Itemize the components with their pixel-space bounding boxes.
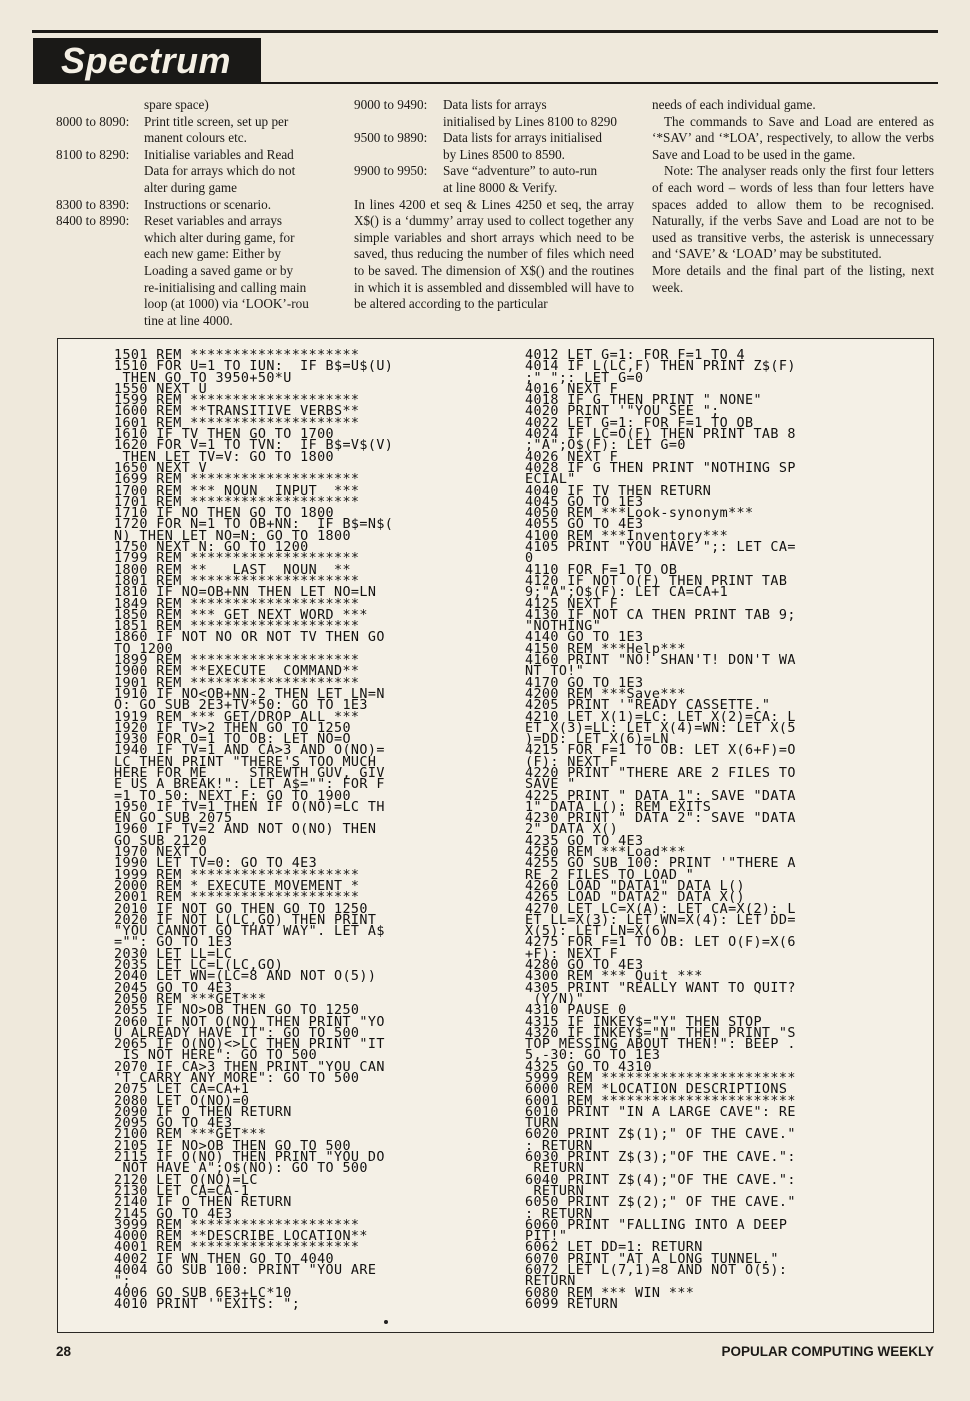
line-range-description: Loading a saved game or by bbox=[144, 262, 294, 278]
line-range-label bbox=[56, 180, 144, 197]
line-range-label bbox=[56, 130, 144, 147]
line-range-description: manent colours etc. bbox=[144, 130, 247, 146]
text-column-3 bbox=[652, 97, 934, 296]
listing-right-column: 4012 LET G=1: FOR F=1 TO 4 4014 IF L(LC,F) THEN PRINT Z$(F) ;" ";: LET G=0 4016 NEXT F 4018 IF G THEN PRINT " NONE" 4020 PRINT '"YOU SEE "; 4022 LET G=1: FOR F=1 TO OB 4024 IF LC=O(F) THEN PRINT TAB 8 ;"A";O$(F): LET G=0 4026 NEXT F 4028 IF G THEN PRINT "NOTHING SP ECIAL" 4040 IF TV THEN RETURN 4045 GO TO 1E3 4050 REM ***Look-synonym*** 4055 GO TO 4E3 4100 REM ***Inventory*** 4105 PRINT "YOU HAVE ";: LET CA= 0 4110 FOR F=1 TO OB 4120 IF NOT O(F) THEN PRINT TAB 9;"A";O$(F): LET CA=CA+1 4125 NEXT F 4130 IF NOT CA THEN PRINT TAB 9; "NOTHING" 4140 GO TO 1E3 4150 REM ***Help*** 4160 PRINT "NO! SHAN'T! DON'T WA NT TO!" 4170 GO TO 1E3 4200 REM ***Save*** 4205 PRINT '"READY CASSETTE." 4210 LET X(1)=LC: LET X(2)=CA: L ET X(3)=LL: LET X(4)=WN: LET X(5 )=DD: LET X(6)=LN 4215 FOR F=1 TO OB: LET X(6+F)=O (F): NEXT F 4220 PRINT "THERE ARE 2 FILES TO SAVE " 4225 PRINT " DATA 1": SAVE "DATA 1" DATA L(): REM EXITS 4230 PRINT " DATA 2": SAVE "DATA 2" DATA X() 4235 GO TO 4E3 4250 REM ***Load*** 4255 GO SUB 100: PRINT '"THERE A RE 2 FILES TO LOAD " 4260 LOAD "DATA1" DATA L() 4265 LOAD "DATA2" DATA X() 4270 LET LC=X(A): LET CA=X(2): L ET LL=X(3): LET WN=X(4): LET DD= X(5): LET LN=X(6) 4275 FOR F=1 TO OB: LET O(F)=X(6 +F): NEXT F 4280 GO TO 4E3 4300 REM *** Quit *** 4305 PRINT "REALLY WANT TO QUIT? (Y/N)" 4310 PAUSE 0 4315 IF INKEY$="Y" THEN STOP 4320 IF INKEY$="N" THEN PRINT "S TOP MESSING ABOUT THEN!": BEEP . 5,-30: GO TO 1E3 4325 GO TO 4310 5999 REM *********************** 6000 REM *LOCATION DESCRIPTIONS 6001 REM *********************** 6010 PRINT "IN A LARGE CAVE": RE TURN 6020 PRINT Z$(1);" OF THE CAVE." : RETURN 6030 PRINT Z$(3);"OF THE CAVE.": RETURN 6040 PRINT Z$(4);"OF THE CAVE.": RETURN 6050 PRINT Z$(2);" OF THE CAVE." : RETURN 6060 PRINT "FALLING INTO A DEEP PIT!" 6062 LET DD=1: RETURN 6070 PRINT "AT A LONG TUNNEL." 6072 LET L(7,1)=8 AND NOT O(5): RETURN 6080 REM *** WIN *** 6099 RETURN bbox=[525, 348, 796, 1312]
line-range-label bbox=[56, 313, 144, 330]
dummy-array-paragraph: In lines 4200 et seq & Lines 4250 et seq, the array X$() is a ‘dummy’ array used to collect together any simple variables and short arrays which need to be saved, thus reducing the number of files which need to be saved. The dimension of X$() and the routines in which it is assembled and dissembled will have to be altered according to the particular bbox=[354, 196, 634, 312]
line-range-label bbox=[56, 246, 144, 263]
line-range-label bbox=[354, 114, 443, 131]
line-range-description: Save “adventure” to auto-run bbox=[443, 163, 598, 179]
line-range-description: Data lists for arrays bbox=[443, 97, 547, 112]
line-range-description: loop (at 1000) via ‘LOOK’-rou bbox=[144, 296, 309, 312]
line-range-description: at line 8000 & Verify. bbox=[443, 179, 558, 195]
line-range-label: 9000 to 9490: bbox=[354, 97, 428, 112]
line-range-label: 8400 to 8990: bbox=[56, 213, 130, 229]
line-range-row bbox=[56, 197, 322, 214]
more-details-paragraph: More details and the final part of the listing, next week. bbox=[652, 262, 934, 295]
line-range-row bbox=[56, 263, 322, 280]
line-range-row bbox=[354, 147, 634, 164]
line-range-row bbox=[354, 163, 634, 180]
line-range-label: 8300 to 8390: bbox=[56, 196, 130, 212]
line-range-description: by Lines 8500 to 8590. bbox=[443, 146, 565, 162]
line-range-row bbox=[354, 114, 634, 131]
line-range-description: Instructions or scenario. bbox=[144, 196, 272, 212]
text-column-1 bbox=[56, 97, 322, 329]
publication-name: POPULAR COMPUTING WEEKLY bbox=[721, 1344, 934, 1359]
needs-paragraph: needs of each individual game. bbox=[652, 97, 816, 112]
line-range-description: which alter during game, for bbox=[144, 229, 295, 245]
line-range-label bbox=[56, 163, 144, 180]
line-range-row bbox=[56, 280, 322, 297]
line-range-row bbox=[56, 180, 322, 197]
line-range-label: 8100 to 8290: bbox=[56, 146, 130, 162]
line-range-row bbox=[56, 230, 322, 247]
note-paragraph: Note: The analyser reads only the first four letters of each word – words of less than four letters have spaces added to allow them to be recognised. Naturally, if the verbs Save and Load are not to be used as transitive verbs, the asterisk is unnecessary and ‘SAVE’ & ‘LOAD’ may be substituted. bbox=[652, 163, 934, 262]
masthead-rule bbox=[261, 82, 938, 84]
line-range-label bbox=[354, 147, 443, 164]
line-range-row bbox=[56, 130, 322, 147]
line-range-row bbox=[56, 97, 322, 114]
section-masthead: Spectrum bbox=[33, 38, 261, 84]
line-range-description: alter during game bbox=[144, 179, 238, 195]
line-range-description: Reset variables and arrays bbox=[144, 213, 283, 229]
line-range-row bbox=[354, 130, 634, 147]
decorative-dot bbox=[384, 1320, 388, 1324]
line-range-label bbox=[354, 180, 443, 197]
line-range-row bbox=[56, 246, 322, 263]
line-range-row bbox=[354, 97, 634, 114]
line-range-label bbox=[56, 280, 144, 297]
line-range-description: spare space) bbox=[144, 97, 209, 112]
top-rule bbox=[32, 30, 938, 33]
line-range-description: Data lists for arrays initialised bbox=[443, 130, 602, 146]
line-range-row bbox=[56, 114, 322, 131]
line-range-row bbox=[56, 213, 322, 230]
line-range-row bbox=[56, 296, 322, 313]
line-range-description: Print title screen, set up per bbox=[144, 113, 289, 129]
text-column-2 bbox=[354, 97, 634, 313]
line-range-description: tine at line 4000. bbox=[144, 312, 233, 328]
line-range-description: Data for arrays which do not bbox=[144, 163, 296, 179]
line-range-label bbox=[56, 296, 144, 313]
line-range-description: initialised by Lines 8100 to 8290 bbox=[443, 113, 617, 129]
line-range-description: Initialise variables and Read bbox=[144, 146, 294, 162]
line-range-description: re-initialising and calling main bbox=[144, 279, 307, 295]
line-range-row bbox=[56, 147, 322, 164]
line-range-label: 9900 to 9950: bbox=[354, 163, 428, 179]
line-range-label: 8000 to 8090: bbox=[56, 113, 130, 129]
line-range-row bbox=[354, 180, 634, 197]
line-range-label bbox=[56, 230, 144, 247]
page-number: 28 bbox=[56, 1344, 72, 1359]
save-load-paragraph: The commands to Save and Load are entered as ‘*SAV’ and ‘*LOA’, respectively, to allow the verbs Save and Load to be used in the game. bbox=[652, 113, 934, 162]
listing-left-column: 1501 REM ******************** 1510 FOR U=1 TO IUN: IF B$=U$(U) THEN GO TO 3950+50*U 1550 NEXT U 1599 REM ******************** 1600 REM **TRANSITIVE VERBS** 1601 REM ******************** 1610 IF TV THEN GO TO 1700 1620 FOR V=1 TO TVN: IF B$=V$(V) THEN LET TV=V: GO TO 1800 1650 NEXT V 1699 REM ******************** 1700 REM *** NOUN INPUT *** 1701 REM ******************** 1710 IF NO THEN GO TO 1800 1720 FOR N=1 TO OB+NN: IF B$=N$( N) THEN LET NO=N: GO TO 1800 1750 NEXT N: GO TO 1200 1799 REM ******************** 1800 REM ** LAST NOUN ** 1801 REM ******************** 1810 IF NO=OB+NN THEN LET NO=LN 1849 REM ******************** 1850 REM *** GET NEXT WORD *** 1851 REM ******************** 1860 IF NOT NO OR NOT TV THEN GO TO 1200 1899 REM ******************** 1900 REM **EXECUTE COMMAND** 1901 REM ******************** 1910 IF NO<OB+NN-2 THEN LET LN=N O: GO SUB 2E3+TV*50: GO TO 1E3 1919 REM *** GET/DROP ALL *** 1920 IF TV>2 THEN GO TO 1250 1930 FOR O=1 TO OB: LET NO=O 1940 IF TV=1 AND CA>3 AND O(NO)= LC THEN PRINT "THERE'S TOO MUCH HERE FOR ME STREWTH GUV, GIV E US A BREAK!": LET A$="": FOR F =1 TO 50: NEXT F: GO TO 1900 1950 IF TV=1 THEN IF O(NO)=LC TH EN GO SUB 2075 1960 IF TV=2 AND NOT O(NO) THEN GO SUB 2120 1970 NEXT O 1990 LET TV=0: GO TO 4E3 1999 REM ******************** 2000 REM * EXECUTE MOVEMENT * 2001 REM ******************** 2010 IF NOT GO THEN GO TO 1250 2020 IF NOT L(LC,GO) THEN PRINT "YOU CANNOT GO THAT WAY". LET A$ ="": GO TO 1E3 2030 LET LL=LC 2035 LET LC=L(LC,GO) 2040 LET WN=(LC=8 AND NOT O(5)) 2045 GO TO 4E3 2050 REM ***GET*** 2055 IF NO>OB THEN GO TO 1250 2060 IF NOT O(NO) THEN PRINT "YO U ALREADY HAVE IT": GO TO 500 2065 IF O(NO)<>LC THEN PRINT "IT IS NOT HERE": GO TO 500 2070 IF CA>3 THEN PRINT "YOU CAN 'T CARRY ANY MORE": GO TO 500 2075 LET CA=CA+1 2080 LET O(NO)=0 2090 IF O THEN RETURN 2095 GO TO 4E3 2100 REM ***GET*** 2105 IF NO>OB THEN GO TO 500 2115 IF O(NO) THEN PRINT "YOU DO NOT HAVE A";O$(NO): GO TO 500 2120 LET O(NO)=LC 2130 LET CA=CA-1 2140 IF O THEN RETURN 2145 GO TO 4E3 3999 REM ******************** 4000 REM **DESCRIBE LOCATION** 4001 REM ******************** 4002 IF WN THEN GO TO 4040 4004 GO SUB 100: PRINT "YOU ARE "; 4006 GO SUB 6E3+LC*10 4010 PRINT '"EXITS: "; bbox=[114, 348, 394, 1312]
line-range-label: 9500 to 9890: bbox=[354, 130, 428, 146]
line-range-description: each new game: Either by bbox=[144, 246, 281, 262]
line-range-label bbox=[56, 263, 144, 280]
line-range-row bbox=[56, 163, 322, 180]
line-range-label bbox=[56, 97, 144, 114]
line-range-row bbox=[56, 313, 322, 330]
